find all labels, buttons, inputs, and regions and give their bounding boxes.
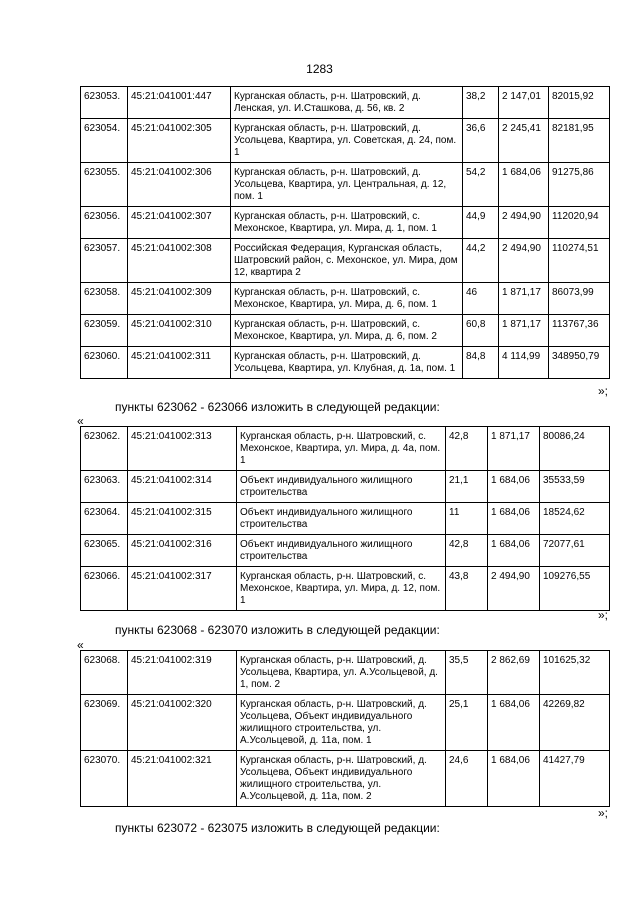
area-cell: 25,1 [446, 695, 488, 751]
price-per-unit-cell: 1 684,06 [488, 695, 540, 751]
address-cell: Курганская область, р-н. Шатровский, д. Усольцева, Квартира, ул. Центральная, д. 12, пом. 1 [231, 163, 463, 207]
area-cell: 21,1 [446, 471, 488, 503]
registry-table-3 [80, 650, 610, 807]
table-row [81, 751, 610, 807]
table-row [81, 567, 610, 611]
table-row [81, 163, 610, 207]
price-per-unit-cell: 2 245,41 [499, 119, 549, 163]
opening-quote: « [77, 638, 84, 652]
paragraph-instruction: пункты 623062 - 623066 изложить в следующей редакции: [115, 400, 440, 414]
price-per-unit-cell: 2 147,01 [499, 87, 549, 119]
table-row [81, 651, 610, 695]
address-cell: Курганская область, р-н. Шатровский, д. Усольцева, Квартира, ул. Клубная, д. 1а, пом. 1 [231, 347, 463, 379]
address-cell: Курганская область, р-н. Шатровский, д. Усольцева, Квартира, ул. Советская, д. 24, пом. 1 [231, 119, 463, 163]
cadastral-number-cell: 45:21:041002:309 [128, 283, 231, 315]
row-number-cell: 623069. [81, 695, 128, 751]
table-row [81, 695, 610, 751]
price-per-unit-cell: 2 862,69 [488, 651, 540, 695]
cadastral-number-cell: 45:21:041002:316 [128, 535, 237, 567]
address-cell: Курганская область, р-н. Шатровский, с. Мехонское, Квартира, ул. Мира, д. 12, пом. 1 [237, 567, 446, 611]
price-per-unit-cell: 2 494,90 [499, 207, 549, 239]
row-number-cell: 623058. [81, 283, 128, 315]
address-cell: Курганская область, р-н. Шатровский, с. Мехонское, Квартира, ул. Мира, д. 6, пом. 2 [231, 315, 463, 347]
cadastral-value-cell: 42269,82 [540, 695, 610, 751]
closing-quote: »; [597, 608, 608, 622]
row-number-cell: 623059. [81, 315, 128, 347]
closing-quote: »; [597, 806, 608, 820]
cadastral-number-cell: 45:21:041002:310 [128, 315, 231, 347]
table-row [81, 427, 610, 471]
row-number-cell: 623055. [81, 163, 128, 207]
cadastral-value-cell: 18524,62 [540, 503, 610, 535]
page-number: 1283 [306, 62, 333, 76]
row-number-cell: 623068. [81, 651, 128, 695]
address-cell: Курганская область, р-н. Шатровский, с. Мехонское, Квартира, ул. Мира, д. 1, пом. 1 [231, 207, 463, 239]
paragraph-instruction: пункты 623072 - 623075 изложить в следующей редакции: [115, 821, 440, 835]
address-cell: Курганская область, р-н. Шатровский, д. Усольцева, Объект индивидуального жилищного строительства, ул. А.Усольцевой, д. 11а, пом. 2 [237, 751, 446, 807]
table-row [81, 471, 610, 503]
row-number-cell: 623064. [81, 503, 128, 535]
registry-table-2 [80, 426, 610, 611]
price-per-unit-cell: 2 494,90 [499, 239, 549, 283]
price-per-unit-cell: 2 494,90 [488, 567, 540, 611]
row-number-cell: 623053. [81, 87, 128, 119]
price-per-unit-cell: 1 684,06 [488, 471, 540, 503]
cadastral-number-cell: 45:21:041002:317 [128, 567, 237, 611]
table-row [81, 347, 610, 379]
row-number-cell: 623057. [81, 239, 128, 283]
area-cell: 11 [446, 503, 488, 535]
table-row [81, 315, 610, 347]
area-cell: 84,8 [463, 347, 499, 379]
table-row [81, 207, 610, 239]
cadastral-value-cell: 35533,59 [540, 471, 610, 503]
cadastral-value-cell: 80086,24 [540, 427, 610, 471]
area-cell: 36,6 [463, 119, 499, 163]
cadastral-value-cell: 101625,32 [540, 651, 610, 695]
row-number-cell: 623060. [81, 347, 128, 379]
cadastral-value-cell: 113767,36 [549, 315, 610, 347]
cadastral-number-cell: 45:21:041002:320 [128, 695, 237, 751]
cadastral-value-cell: 82015,92 [549, 87, 610, 119]
address-cell: Курганская область, р-н. Шатровский, д. Усольцева, Квартира, ул. А.Усольцевой, д. 1, пом. 2 [237, 651, 446, 695]
cadastral-value-cell: 72077,61 [540, 535, 610, 567]
address-cell: Объект индивидуального жилищного строительства [237, 503, 446, 535]
area-cell: 44,2 [463, 239, 499, 283]
cadastral-number-cell: 45:21:041002:305 [128, 119, 231, 163]
price-per-unit-cell: 4 114,99 [499, 347, 549, 379]
area-cell: 54,2 [463, 163, 499, 207]
table-row [81, 503, 610, 535]
address-cell: Курганская область, р-н. Шатровский, д. Ленская, ул. И.Сташкова, д. 56, кв. 2 [231, 87, 463, 119]
address-cell: Объект индивидуального жилищного строительства [237, 535, 446, 567]
cadastral-value-cell: 112020,94 [549, 207, 610, 239]
row-number-cell: 623056. [81, 207, 128, 239]
price-per-unit-cell: 1 684,06 [488, 751, 540, 807]
area-cell: 60,8 [463, 315, 499, 347]
row-number-cell: 623054. [81, 119, 128, 163]
table-row [81, 119, 610, 163]
cadastral-value-cell: 41427,79 [540, 751, 610, 807]
area-cell: 38,2 [463, 87, 499, 119]
price-per-unit-cell: 1 871,17 [499, 315, 549, 347]
cadastral-number-cell: 45:21:041002:315 [128, 503, 237, 535]
table-row [81, 535, 610, 567]
area-cell: 44,9 [463, 207, 499, 239]
cadastral-number-cell: 45:21:041001:447 [128, 87, 231, 119]
cadastral-value-cell: 348950,79 [549, 347, 610, 379]
area-cell: 46 [463, 283, 499, 315]
cadastral-number-cell: 45:21:041002:311 [128, 347, 231, 379]
cadastral-number-cell: 45:21:041002:314 [128, 471, 237, 503]
cadastral-value-cell: 91275,86 [549, 163, 610, 207]
opening-quote: « [77, 414, 84, 428]
area-cell: 42,8 [446, 427, 488, 471]
row-number-cell: 623065. [81, 535, 128, 567]
price-per-unit-cell: 1 684,06 [499, 163, 549, 207]
cadastral-value-cell: 86073,99 [549, 283, 610, 315]
area-cell: 35,5 [446, 651, 488, 695]
row-number-cell: 623070. [81, 751, 128, 807]
registry-table-1 [80, 86, 610, 379]
cadastral-number-cell: 45:21:041002:306 [128, 163, 231, 207]
area-cell: 43,8 [446, 567, 488, 611]
table-row [81, 87, 610, 119]
cadastral-value-cell: 82181,95 [549, 119, 610, 163]
table-row [81, 283, 610, 315]
cadastral-value-cell: 109276,55 [540, 567, 610, 611]
cadastral-number-cell: 45:21:041002:307 [128, 207, 231, 239]
cadastral-number-cell: 45:21:041002:313 [128, 427, 237, 471]
table-row [81, 239, 610, 283]
address-cell: Курганская область, р-н. Шатровский, д. Усольцева, Объект индивидуального жилищного строительства, ул. А.Усольцевой, д. 11а, пом. 1 [237, 695, 446, 751]
row-number-cell: 623063. [81, 471, 128, 503]
address-cell: Российская Федерация, Курганская область, Шатровский район, с. Мехонское, ул. Мира, дом 12, квартира 2 [231, 239, 463, 283]
cadastral-value-cell: 110274,51 [549, 239, 610, 283]
address-cell: Объект индивидуального жилищного строительства [237, 471, 446, 503]
price-per-unit-cell: 1 684,06 [488, 535, 540, 567]
area-cell: 24,6 [446, 751, 488, 807]
price-per-unit-cell: 1 871,17 [488, 427, 540, 471]
cadastral-number-cell: 45:21:041002:321 [128, 751, 237, 807]
row-number-cell: 623066. [81, 567, 128, 611]
area-cell: 42,8 [446, 535, 488, 567]
paragraph-instruction: пункты 623068 - 623070 изложить в следующей редакции: [115, 623, 440, 637]
price-per-unit-cell: 1 684,06 [488, 503, 540, 535]
price-per-unit-cell: 1 871,17 [499, 283, 549, 315]
address-cell: Курганская область, р-н. Шатровский, с. Мехонское, Квартира, ул. Мира, д. 4а, пом. 1 [237, 427, 446, 471]
cadastral-number-cell: 45:21:041002:308 [128, 239, 231, 283]
address-cell: Курганская область, р-н. Шатровский, с. Мехонское, Квартира, ул. Мира, д. 6, пом. 1 [231, 283, 463, 315]
cadastral-number-cell: 45:21:041002:319 [128, 651, 237, 695]
row-number-cell: 623062. [81, 427, 128, 471]
closing-quote: »; [597, 384, 608, 398]
